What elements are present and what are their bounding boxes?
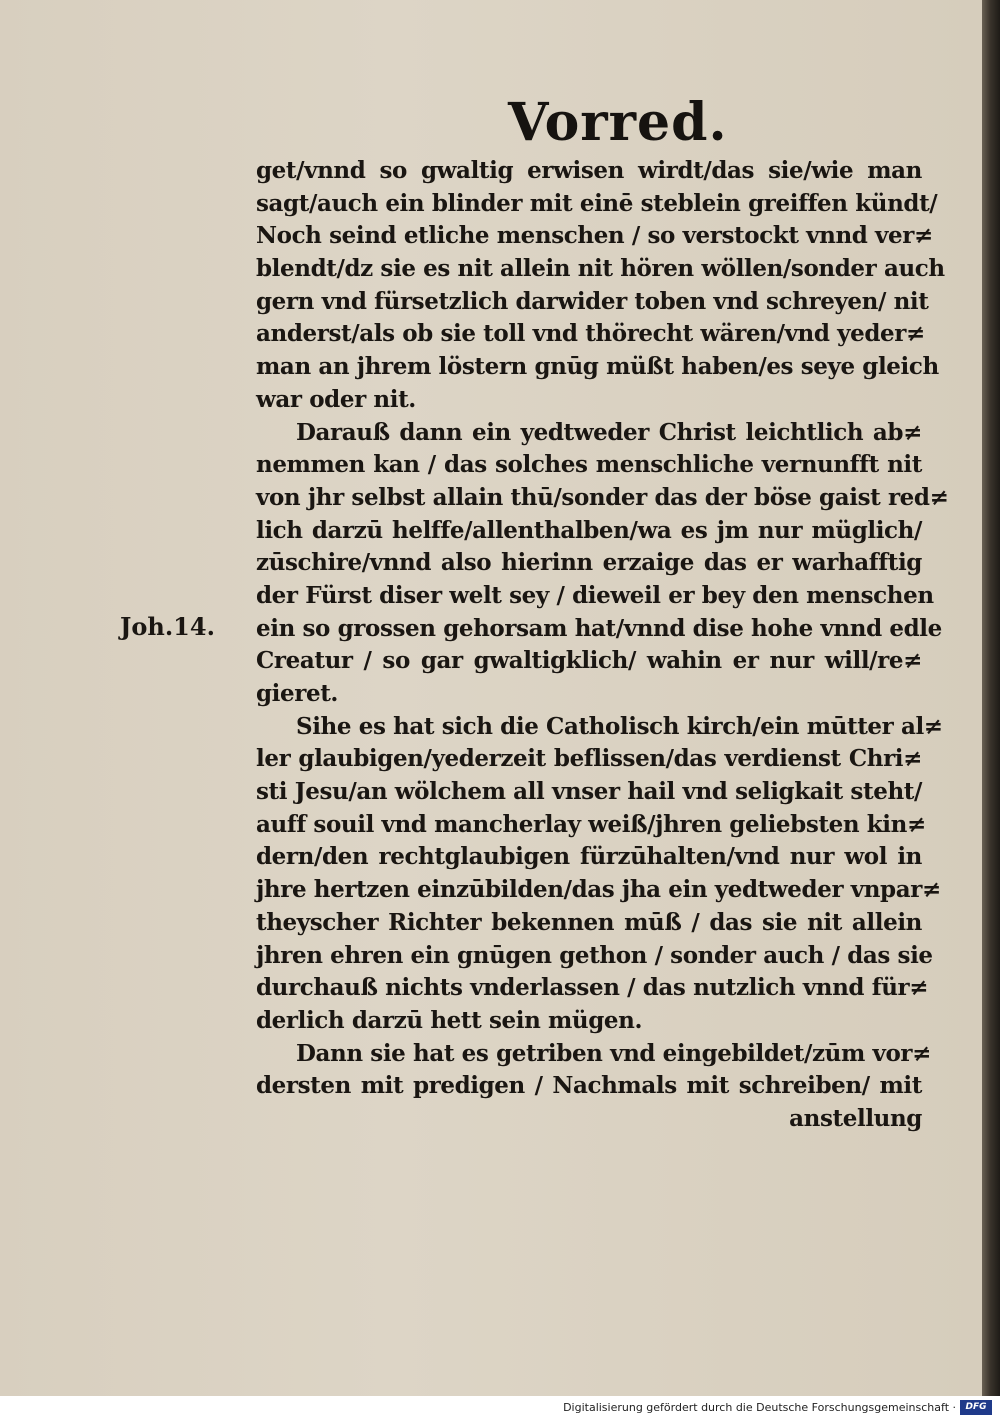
text-line: ein so grossen gehorsam hat/vnnd dise hohe vnnd edle xyxy=(256,614,942,642)
text-line: sagt/auch ein blinder mit einē steblein greiffen kündt/ xyxy=(256,189,938,217)
margin-note: Joh.14. xyxy=(120,612,215,641)
text-line: Noch seind etliche menschen / so verstockt vnnd ver≠ xyxy=(256,222,933,250)
text-line: ler glaubigen/yederzeit beflissen/das verdienst Chri≠ xyxy=(256,745,922,773)
text-line: anderst/als ob sie toll vnd thörecht wären/vnd yeder≠ xyxy=(256,320,925,348)
text-line: jhren ehren ein gnūgen gethon / sonder auch / das sie xyxy=(256,941,933,969)
text-line: jhre hertzen einzūbilden/das jha ein yedtweder vnpar≠ xyxy=(256,876,941,904)
catchword: anstellung xyxy=(789,1104,922,1132)
text-line: zūschire/vnnd also hierinn erzaige das er warhafftig xyxy=(256,549,922,577)
text-line: lich darzū helffe/allenthalben/wa es jm nur müglich/ xyxy=(256,516,922,544)
text-line: gieret. xyxy=(256,680,339,707)
dfg-logo: DFG xyxy=(960,1400,992,1415)
text-line: Creatur / so gar gwaltigklich/ wahin er nur will/re≠ xyxy=(256,647,922,675)
text-line: Dann sie hat es getriben vnd eingebildet/zūm vor≠ xyxy=(296,1039,932,1067)
text-line: get/vnnd so gwaltig erwisen wirdt/das sie/wie man xyxy=(256,157,922,184)
text-line: Sihe es hat sich die Catholisch kirch/ein mūtter al≠ xyxy=(296,712,943,740)
text-line: auff souil vnd mancherlay weiß/jhren geliebsten kin≠ xyxy=(256,810,926,838)
text-line: theyscher Richter bekennen mūß / das sie nit allein xyxy=(256,908,922,936)
body-text xyxy=(256,155,949,1136)
text-line: war oder nit. xyxy=(256,385,416,413)
footer-bar xyxy=(0,1396,1000,1420)
text-line: blendt/dz sie es nit allein nit hören wöllen/sonder auch xyxy=(256,255,945,283)
text-line: sti Jesu/an wölchem all vnser hail vnd seligkait steht/ xyxy=(256,778,922,806)
text-line: dern/den rechtglaubigen fürzūhalten/vnd nur wol in xyxy=(256,843,922,871)
text-line: von jhr selbst allain thū/sonder das der böse gaist red≠ xyxy=(256,483,949,511)
text-line: dersten mit predigen / Nachmals mit schreiben/ mit xyxy=(256,1072,922,1100)
text-line: durchauß nichts vnderlassen / das nutzlich vnnd für≠ xyxy=(256,974,929,1002)
text-line: nemmen kan / das solches menschliche vernunfft nit xyxy=(256,451,922,479)
book-spine-edge xyxy=(982,0,1000,1396)
text-line: der Fürst diser welt sey / dieweil er bey den menschen xyxy=(256,581,934,609)
footer-credit: Digitalisierung gefördert durch die Deutsche Forschungsgemeinschaft · xyxy=(563,1401,956,1414)
text-line: Darauß dann ein yedtweder Christ leichtlich ab≠ xyxy=(296,418,922,446)
page-heading: Vorred. xyxy=(508,92,728,153)
text-line: man an jhrem löstern gnūg müßt haben/es seye gleich xyxy=(256,353,939,381)
text-line: gern vnd fürsetzlich darwider toben vnd schreyen/ nit xyxy=(256,287,929,315)
text-line: derlich darzū hett sein mügen. xyxy=(256,1006,643,1034)
